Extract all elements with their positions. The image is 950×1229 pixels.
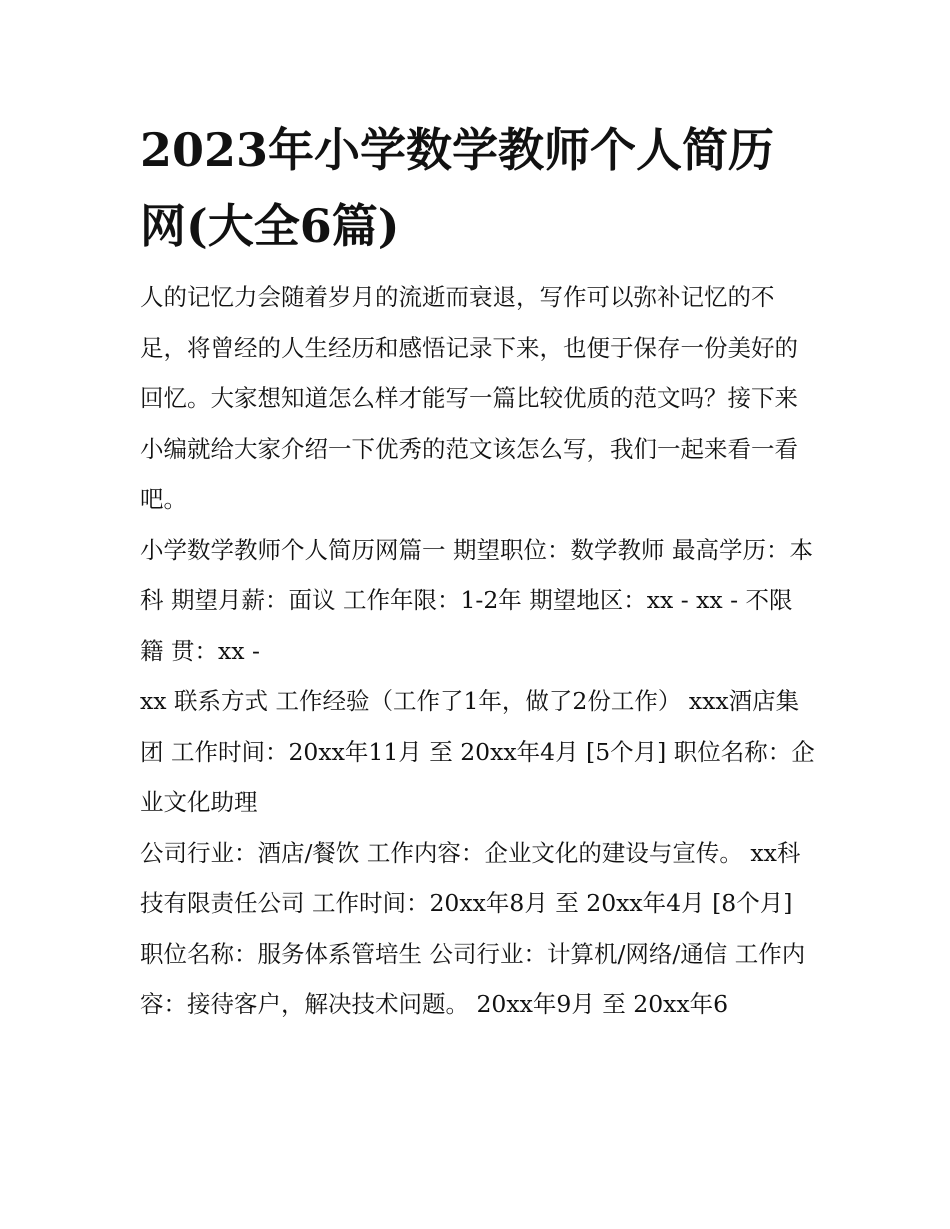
paragraph-work-experience-3: 职位名称：服务体系管培生 公司行业：计算机/网络/通信 工作内容：接待客户，解决技术问题。 20xx年9月 至 20xx年6 — [140, 939, 806, 1018]
paragraph-work-experience-1: xx 联系方式 工作经验（工作了1年，做了2份工作） xxx酒店集团 工作时间：20xx年11月 至 20xx年4月 [5个月] 职位名称：企业文化助理 — [140, 687, 815, 816]
paragraph-intro: 人的记忆力会随着岁月的流逝而衰退，写作可以弥补记忆的不足，将曾经的人生经历和感悟记录下来，也便于保存一份美好的回忆。大家想知道怎么样才能写一篇比较优质的范文吗？接下来小编就给大家介绍一下优秀的范文该怎么写，我们一起来看一看吧。 — [140, 283, 798, 513]
paragraph-work-experience-2: 公司行业：酒店/餐饮 工作内容：企业文化的建设与宣传。 xx科技有限责任公司 工作时间：20xx年8月 至 20xx年4月 [8个月] — [140, 838, 801, 917]
document-title: 2023年小学数学教师个人简历网(大全6篇) — [140, 123, 775, 253]
paragraph-resume-header: 小学数学教师个人简历网篇一 期望职位：数学教师 最高学历：本科 期望月薪：面议 工作年限：1-2年 期望地区：xx - xx - 不限 籍 贯：xx - — [140, 535, 813, 665]
document-page — [140, 112, 820, 1030]
